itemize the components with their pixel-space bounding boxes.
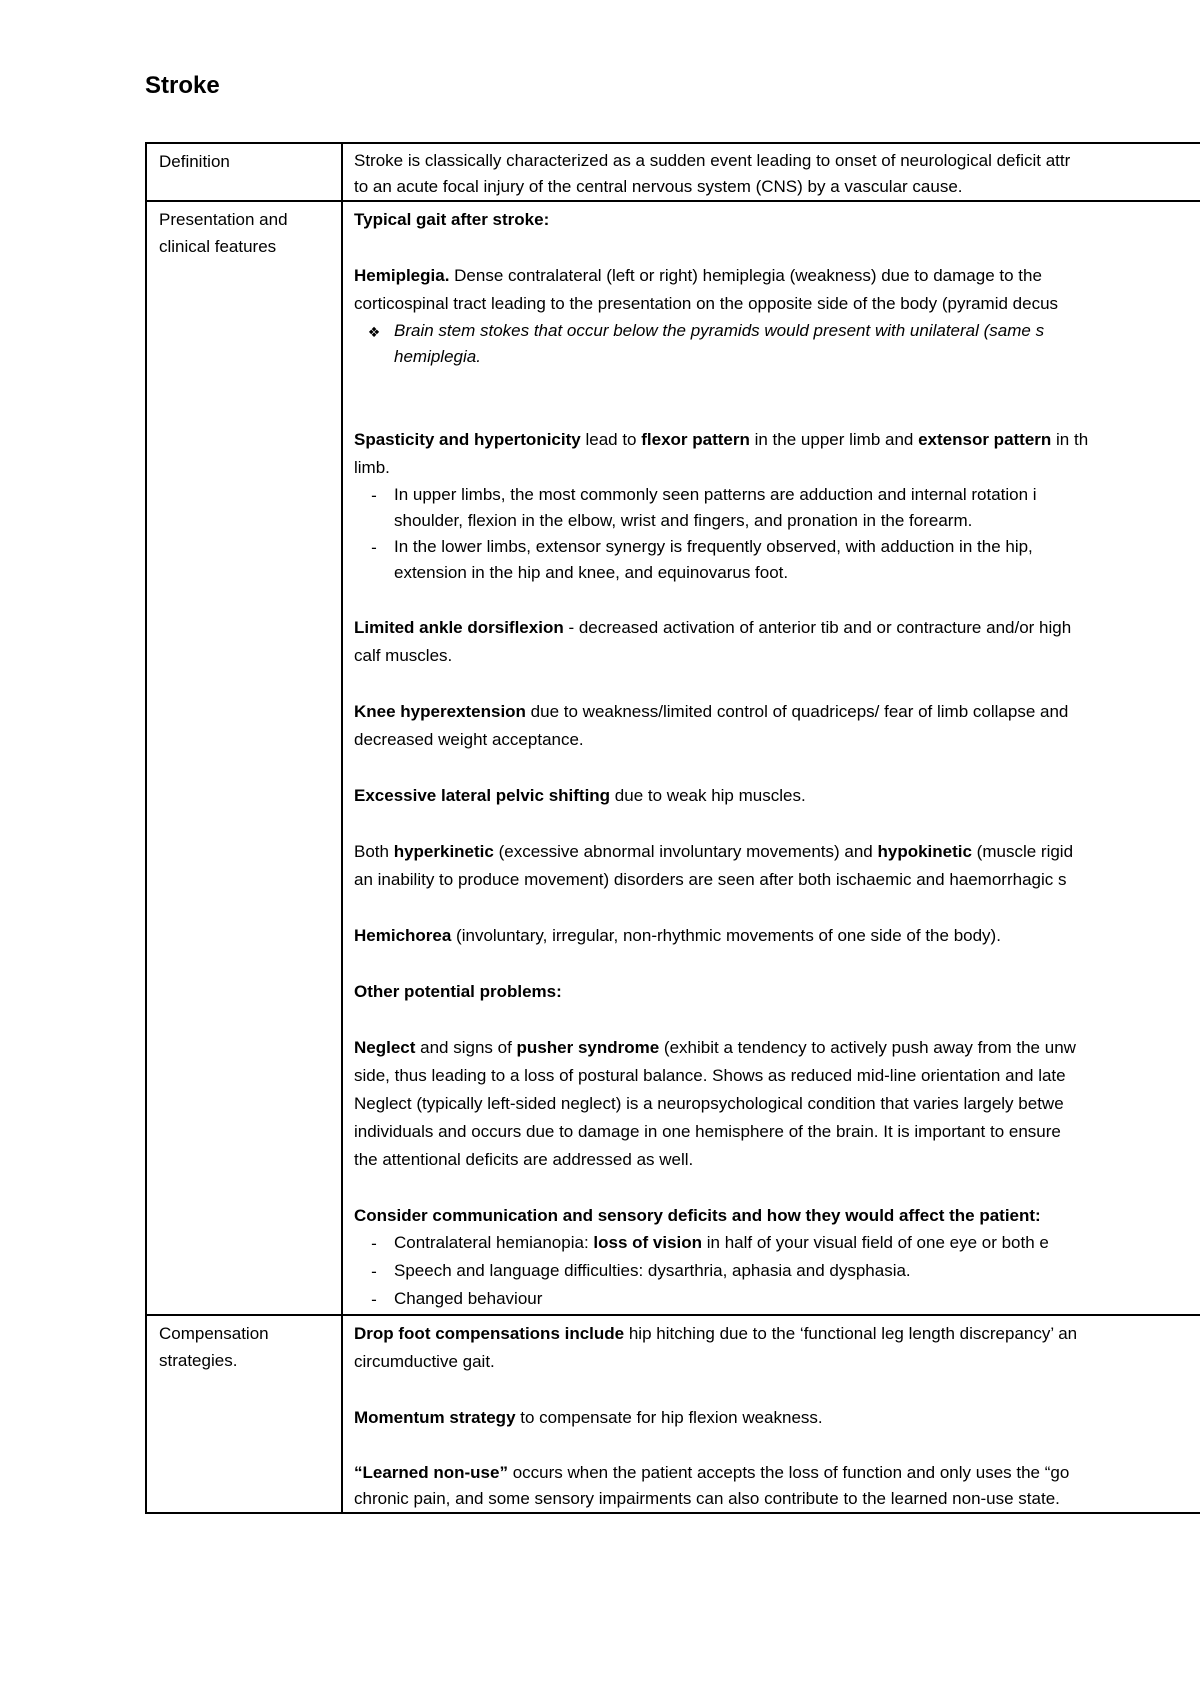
list-item [354,1230,1200,1258]
ankle-para: Limited ankle dorsiflexion - decreased activation of anterior tib and or contracture and/or high [354,618,1072,637]
learned-line: chronic pain, and some sensory impairments can also contribute to the learned non-use state. [354,1489,1060,1508]
brainstem-line: Brain stem stokes that occur below the pyramids would present with unilateral (same s [394,321,1045,340]
dash-bullet: - [371,538,377,557]
dropfoot-line: circumductive gait. [354,1352,495,1371]
list-item-text: In upper limbs, the most commonly seen patterns are adduction and internal rotation i [394,485,1037,504]
list-item [354,482,1200,534]
neglect-line: individuals and occurs due to damage in one hemisphere of the brain. It is important to ensure [354,1122,1061,1141]
stroke-table [145,142,1200,1514]
table-row-definition [145,142,1200,200]
knee-line: decreased weight acceptance. [354,730,584,749]
compensation-label: Compensation strategies. [147,1316,343,1512]
dash-bullet: - [371,1234,377,1253]
list-item-text: shoulder, flexion in the elbow, wrist and fingers, and pronation in the forearm. [394,511,973,530]
definition-content [343,144,1200,200]
definition-line: to an acute focal injury of the central nervous system (CNS) by a vascular cause. [354,177,963,196]
diamond-bullet-icon: ❖ [367,324,381,340]
typical-gait-heading: Typical gait after stroke: [354,210,550,229]
list-item-text: Changed behaviour [394,1289,543,1308]
other-problems-heading: Other potential problems: [354,982,562,1001]
learned-para: “Learned non-use” occurs when the patient accepts the loss of function and only uses the “go [354,1463,1070,1482]
list-item-text: Contralateral hemianopia: loss of vision in half of your visual field of one eye or both e [394,1233,1049,1252]
list-item [354,1286,1200,1314]
neglect-para: Neglect and signs of pusher syndrome (exhibit a tendency to actively push away from the unw [354,1038,1076,1057]
kinetic-line: an inability to produce movement) disorders are seen after both ischaemic and haemorrhagic s [354,870,1067,889]
neglect-line: Neglect (typically left-sided neglect) is a neuropsychological condition that varies largely betwe [354,1094,1064,1113]
definition-label: Definition [147,144,343,200]
kinetic-para: Both hyperkinetic (excessive abnormal involuntary movements) and hypokinetic (muscle rigid [354,842,1074,861]
consider-heading: Consider communication and sensory deficits and how they would affect the patient: [354,1206,1041,1225]
list-item [354,534,1200,586]
page-title: Stroke [145,72,220,99]
dash-bullet: - [371,486,377,505]
list-item-text: extension in the hip and knee, and equinovarus foot. [394,563,789,582]
momentum-para: Momentum strategy to compensate for hip flexion weakness. [354,1408,823,1427]
table-row-presentation [145,200,1200,1314]
list-item [354,1258,1200,1286]
presentation-content [343,202,1200,1314]
limb-line: limb. [354,458,390,477]
hemichorea-para: Hemichorea (involuntary, irregular, non-rhythmic movements of one side of the body). [354,926,1001,945]
list-item-text: In the lower limbs, extensor synergy is frequently observed, with adduction in the hip, [394,537,1033,556]
brainstem-line: hemiplegia. [394,347,481,366]
list-item [354,318,1200,370]
hemiplegia-para: Hemiplegia. Dense contralateral (left or right) hemiplegia (weakness) due to damage to the [354,266,1042,285]
dash-bullet: - [371,1290,377,1309]
dash-bullet: - [371,1262,377,1281]
neglect-line: the attentional deficits are addressed as well. [354,1150,694,1169]
calf-line: calf muscles. [354,646,453,665]
definition-line: Stroke is classically characterized as a sudden event leading to onset of neurological deficit attr [354,151,1071,170]
pelvic-para: Excessive lateral pelvic shifting due to weak hip muscles. [354,786,806,805]
dropfoot-para: Drop foot compensations include hip hitching due to the ‘functional leg length discrepancy’ an [354,1324,1078,1343]
neglect-line: side, thus leading to a loss of postural balance. Shows as reduced mid-line orientation and late [354,1066,1066,1085]
table-row-compensation [145,1314,1200,1514]
compensation-content [343,1316,1200,1512]
knee-para: Knee hyperextension due to weakness/limited control of quadriceps/ fear of limb collapse and [354,702,1069,721]
list-item-text: Speech and language difficulties: dysarthria, aphasia and dysphasia. [394,1261,911,1280]
spasticity-para: Spasticity and hypertonicity lead to flexor pattern in the upper limb and extensor pattern in th [354,430,1089,449]
presentation-label: Presentation and clinical features [147,202,343,1314]
hemiplegia-line: corticospinal tract leading to the presentation on the opposite side of the body (pyramid decus [354,294,1059,313]
